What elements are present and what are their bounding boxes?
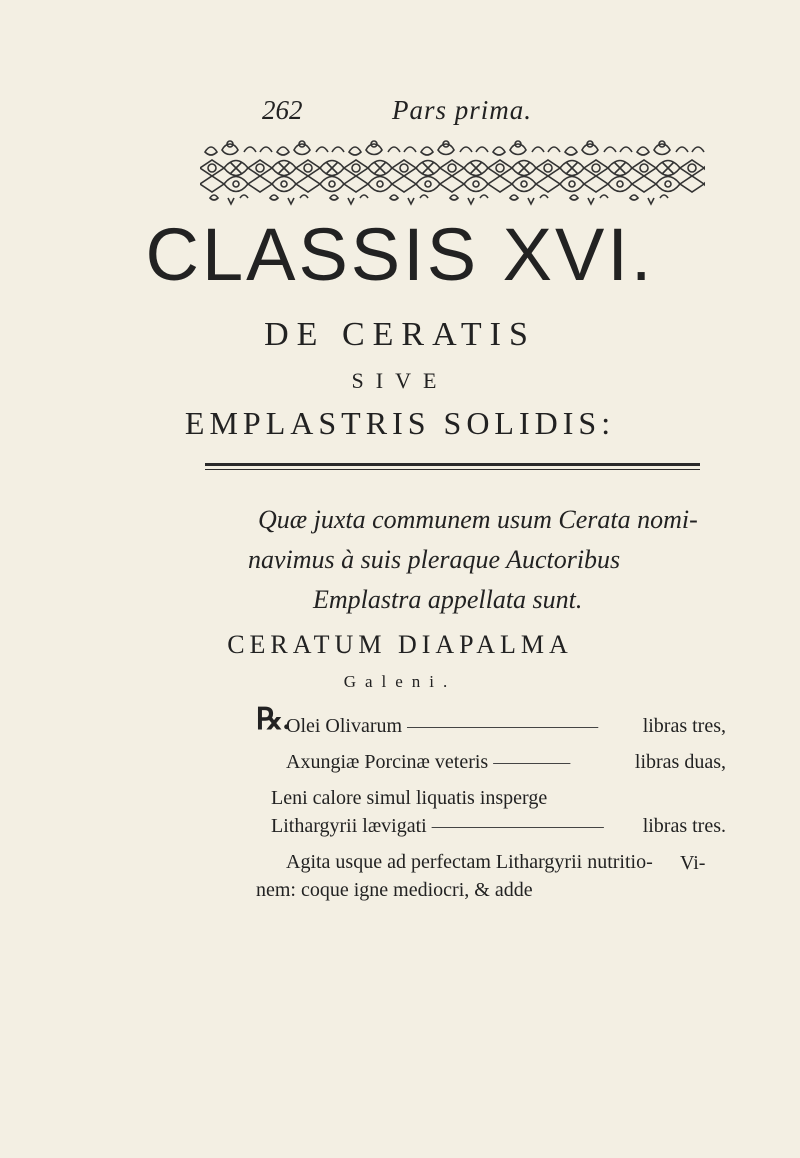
intro-line: Quæ juxta communem usum Cerata nomi- (258, 505, 698, 534)
recipe-line (256, 812, 726, 840)
page-number: 262 (262, 95, 303, 125)
recipe-instruction: Leni calore simul liquatis insperge (271, 787, 548, 809)
recipe-instruction: Agita usque ad perfectam Lithargyrii nutritio- (286, 851, 653, 873)
recipe-line (256, 876, 726, 904)
recipe-instruction: nem: coque igne mediocri, & adde (256, 879, 533, 901)
ingredient-quantity: libras duas, (634, 751, 726, 773)
ingredient-dash: ———— (493, 751, 570, 773)
catchword: Vi- (680, 852, 706, 874)
divider-thin (205, 469, 700, 470)
divider-thick (205, 463, 700, 466)
ingredient-name: Axungiæ Porcinæ veteris (286, 751, 489, 773)
ingredient-name: Olei Olivarum (286, 715, 403, 737)
class-heading: CLASSIS XVI. (145, 213, 655, 296)
ingredient-quantity: libras tres. (642, 815, 726, 837)
headpiece-ornament-icon (200, 138, 705, 208)
running-title: Pars prima. (392, 95, 533, 125)
subheading-emplastris: EMPLASTRIS SOLIDIS: (184, 405, 616, 441)
ingredient-quantity: libras tres, (642, 715, 726, 737)
recipe-line (256, 703, 726, 740)
recipe-line (256, 784, 726, 812)
subheading-de-ceratis: DE CERATIS (264, 316, 536, 353)
intro-line: Emplastra appellata sunt. (313, 585, 583, 614)
ingredient-dash: ————————— (431, 815, 603, 837)
recipe-title: CERATUM DIAPALMA (227, 630, 573, 659)
recipe-author: Galeni. (343, 672, 457, 691)
subheading-sive: SIVE (351, 368, 449, 393)
running-head (0, 95, 800, 135)
recipe-block (256, 703, 726, 904)
ingredient-name: Lithargyrii lævigati (271, 815, 427, 837)
ingredient-dash: —————————— (407, 715, 598, 737)
intro-paragraph (248, 500, 718, 620)
recipe-symbol: ℞. (256, 703, 291, 736)
intro-line: navimus à suis pleraque Auctoribus (248, 545, 621, 574)
recipe-line (256, 848, 726, 876)
recipe-line (256, 748, 726, 776)
